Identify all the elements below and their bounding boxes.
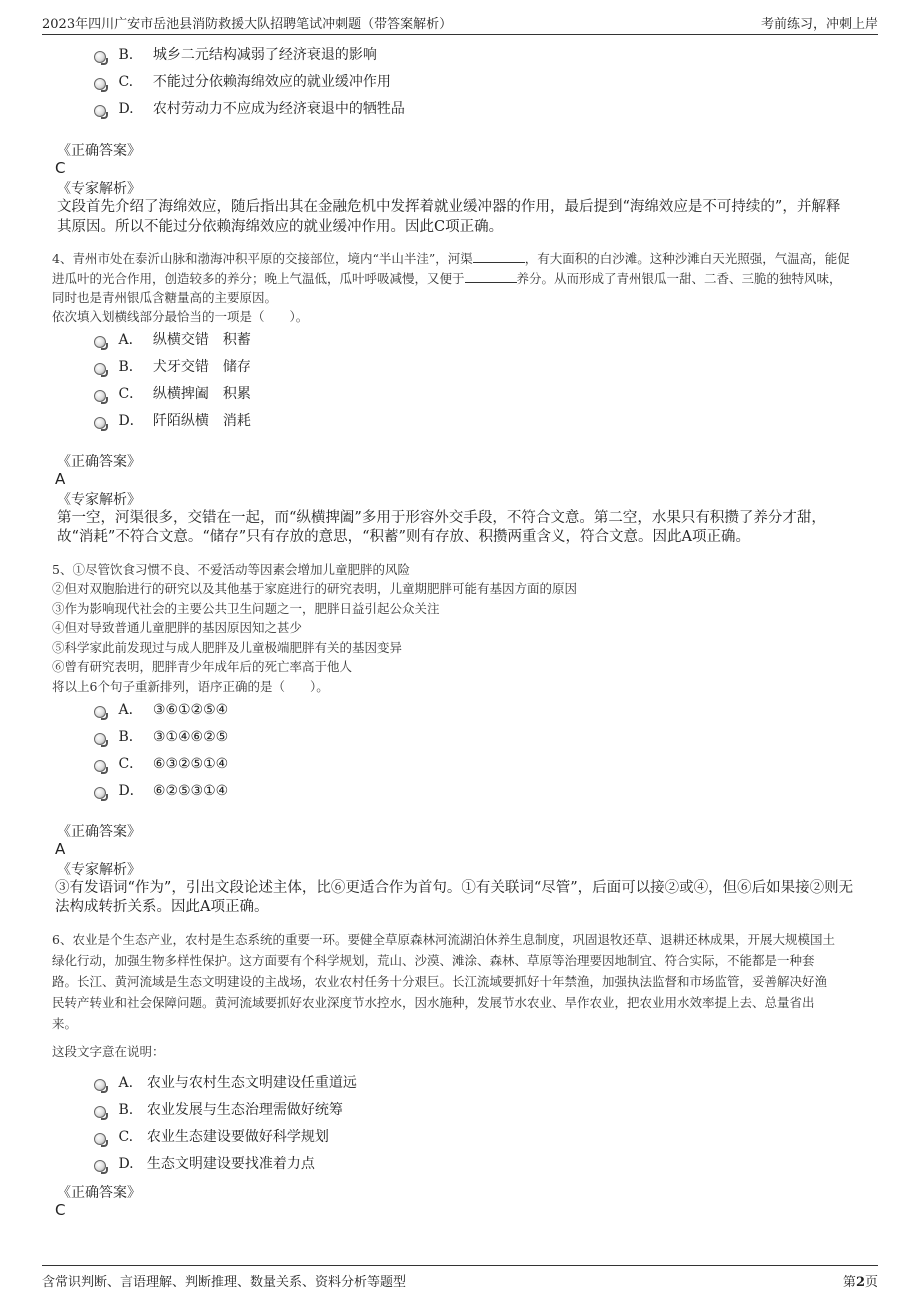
- option-label: B．: [118, 729, 143, 745]
- analysis-heading: 《专家解析》: [57, 181, 141, 197]
- q4-option-d[interactable]: [94, 411, 251, 431]
- answer-value: A: [55, 470, 66, 488]
- option-label: A．: [118, 702, 143, 718]
- option-label: D．: [118, 413, 144, 429]
- q3-option-b[interactable]: [94, 45, 377, 65]
- option-text: 农业生态建设要做好科学规划: [146, 1129, 329, 1145]
- analysis-text: 法构成转折关系。因此A项正确。: [55, 899, 269, 915]
- q5-option-d[interactable]: [94, 781, 228, 801]
- option-label: B．: [118, 359, 143, 375]
- radio-button-icon[interactable]: [94, 706, 106, 718]
- q5-option-b[interactable]: [94, 727, 228, 747]
- answer-value: C: [55, 159, 66, 177]
- q5-option-a[interactable]: [94, 700, 228, 720]
- radio-button-icon[interactable]: [94, 51, 106, 63]
- question-prompt: 依次填入划横线部分最恰当的一项是（ ）。: [52, 309, 309, 324]
- question-text: ④但对导致普通儿童肥胖的基因原因知之甚少: [52, 620, 303, 635]
- radio-button-icon[interactable]: [94, 1079, 106, 1091]
- question-text: ⑤科学家此前发现过与成人肥胖及儿童极端肥胖有关的基因变异: [52, 640, 403, 655]
- question-text: 来。: [52, 1016, 78, 1031]
- option-label: D.: [118, 101, 134, 117]
- q4-option-b[interactable]: [94, 357, 251, 377]
- question-text: ③作为影响现代社会的主要公共卫生问题之一，肥胖日益引起公众关注: [52, 601, 440, 616]
- answer-value: A: [55, 840, 66, 858]
- analysis-text: 故“消耗”不符合文意。“储存”只有存放的意思，“积蓄”则有存放、积攒两重含义，符合文意。因此A项正确。: [57, 529, 750, 545]
- radio-button-icon[interactable]: [94, 1106, 106, 1118]
- question-text: 绿化行动，加强生物多样性保护。这方面要有个科学规划，荒山、沙漠、滩涂、森林、草原等治理要因地制宜、符合实际，不能都是一种套: [52, 953, 815, 968]
- analysis-text: 其原因。所以不能过分依赖海绵效应的就业缓冲作用。因此C项正确。: [57, 219, 504, 235]
- option-text: 阡陌纵横 消耗: [152, 413, 251, 429]
- option-label: A.: [118, 1075, 134, 1091]
- q4-option-a[interactable]: [94, 330, 251, 350]
- page-footer: [42, 1265, 878, 1295]
- page-header: [42, 10, 878, 34]
- radio-button-icon[interactable]: [94, 417, 106, 429]
- radio-button-icon[interactable]: [94, 1160, 106, 1172]
- question-text: ⑥曾有研究表明，肥胖青少年成年后的死亡率高于他人: [52, 659, 353, 674]
- option-text: ③①④⑥②⑤: [152, 729, 229, 745]
- question-text-part: ，有大面积的白沙滩。这种沙滩白天光照强，气温高，能促: [524, 251, 850, 266]
- fill-blank: [465, 270, 517, 283]
- option-label: C.: [118, 74, 134, 90]
- answer-heading: 《正确答案》: [57, 454, 141, 470]
- radio-button-icon[interactable]: [94, 733, 106, 745]
- q5-option-c[interactable]: [94, 754, 228, 774]
- option-text: 农村劳动力不应成为经济衰退中的牺牲品: [152, 101, 405, 117]
- analysis-heading: 《专家解析》: [57, 862, 141, 878]
- radio-button-icon[interactable]: [94, 105, 106, 117]
- option-text: 犬牙交错 储存: [152, 359, 251, 375]
- answer-heading: 《正确答案》: [57, 1185, 141, 1201]
- question-text: [52, 249, 850, 269]
- radio-button-icon[interactable]: [94, 336, 106, 348]
- answer-heading: 《正确答案》: [57, 824, 141, 840]
- option-label: D．: [118, 783, 144, 799]
- q3-option-d[interactable]: [94, 99, 405, 119]
- option-label: C．: [118, 756, 144, 772]
- option-label: B.: [118, 1102, 134, 1118]
- question-text: 5、①尽管饮食习惯不良、不爱活动等因素会增加儿童肥胖的风险: [52, 562, 410, 577]
- option-text: 农业发展与生态治理需做好统筹: [146, 1102, 343, 1118]
- answer-heading: 《正确答案》: [57, 143, 141, 159]
- question-text: 同时也是青州银瓜含糖量高的主要原因。: [52, 290, 278, 305]
- option-label: A．: [118, 332, 143, 348]
- header-divider: [42, 34, 878, 35]
- header-tagline: 考前练习，冲刺上岸: [760, 17, 878, 32]
- radio-button-icon[interactable]: [94, 390, 106, 402]
- question-prompt: 将以上6个句子重新排列，语序正确的是（ ）。: [52, 679, 329, 694]
- answer-value: C: [55, 1201, 66, 1219]
- page-number-suffix: 页: [864, 1275, 878, 1290]
- q6-option-c[interactable]: [94, 1127, 329, 1147]
- q4-option-c[interactable]: [94, 384, 251, 404]
- option-text: 农业与农村生态文明建设任重道远: [146, 1075, 357, 1091]
- question-text: 6、农业是个生态产业，农村是生态系统的重要一环。要健全草原森林河流湖泊休养生息制度，巩固退牧还草、退耕还林成果，开展大规模国土: [52, 932, 835, 947]
- question-text-part: 进瓜叶的光合作用，创造较多的养分；晚上气温低，瓜叶呼吸减慢，又便于: [52, 271, 465, 286]
- option-text: 纵横交错 积蓄: [152, 332, 251, 348]
- question-text: 路。长江、黄河流域是生态文明建设的主战场，农业农村任务十分艰巨。长江流域要抓好十年禁渔，加强执法监督和市场监管，妥善解决好渔: [52, 974, 828, 989]
- q6-option-a[interactable]: [94, 1073, 357, 1093]
- option-text: 生态文明建设要找准着力点: [146, 1156, 315, 1172]
- question-text: [52, 269, 842, 289]
- footer-subjects: 含常识判断、言语理解、判断推理、数量关系、资料分析等题型: [42, 1275, 407, 1290]
- question-text: 民转产转业和社会保障问题。黄河流域要抓好农业深度节水控水，因水施种，发展节水农业、旱作农业，把农业用水效率提上去、总量省出: [52, 995, 815, 1010]
- option-text: ⑥②⑤③①④: [152, 783, 229, 799]
- option-label: B.: [118, 47, 134, 63]
- option-label: C.: [118, 1129, 134, 1145]
- radio-button-icon[interactable]: [94, 760, 106, 772]
- analysis-text: 文段首先介绍了海绵效应，随后指出其在金融危机中发挥着就业缓冲器的作用，最后提到“海绵效应是不可持续的”，并解释: [57, 199, 841, 215]
- question-text: ②但对双胞胎进行的研究以及其他基于家庭进行的研究表明，儿童期肥胖可能有基因方面的原因: [52, 581, 578, 596]
- radio-button-icon[interactable]: [94, 1133, 106, 1145]
- option-text: 城乡二元结构减弱了经济衰退的影响: [152, 47, 377, 63]
- analysis-text: ③有发语词“作为”，引出文段论述主体，比⑥更适合作为首句。①有关联词“尽管”，后面可以接②或④，但⑥后如果接②则无: [55, 880, 854, 896]
- page-number-prefix: 第: [842, 1275, 856, 1290]
- question-text-part: 4、青州市处在泰沂山脉和渤海冲积平原的交接部位，境内“半山半洼”，河渠: [52, 251, 473, 266]
- question-prompt: 这段文字意在说明：: [52, 1044, 165, 1059]
- radio-button-icon[interactable]: [94, 363, 106, 375]
- footer-divider: [42, 1265, 878, 1266]
- option-text: ③⑥①②⑤④: [152, 702, 229, 718]
- analysis-heading: 《专家解析》: [57, 492, 141, 508]
- q3-option-c[interactable]: [94, 72, 391, 92]
- option-label: D.: [118, 1156, 134, 1172]
- fill-blank: [473, 250, 525, 263]
- option-label: C．: [118, 386, 144, 402]
- radio-button-icon[interactable]: [94, 787, 106, 799]
- page-number: [843, 1271, 878, 1290]
- option-text: 纵横捭阖 积累: [152, 386, 251, 402]
- radio-button-icon[interactable]: [94, 78, 106, 90]
- analysis-text: 第一空，河渠很多，交错在一起，而“纵横捭阖”多用于形容外交手段，不符合文意。第二空，水果只有积攒了养分才甜，: [57, 510, 826, 526]
- page-number-value: 2: [855, 1275, 865, 1290]
- option-text: 不能过分依赖海绵效应的就业缓冲作用: [152, 74, 391, 90]
- question-text-part: 养分。从而形成了青州银瓜一甜、二香、三脆的独特风味，: [516, 271, 842, 286]
- document-title: 2023年四川广安市岳池县消防救援大队招聘笔试冲刺题（带答案解析）: [42, 17, 453, 32]
- option-text: ⑥③②⑤①④: [152, 756, 229, 772]
- q6-option-d[interactable]: [94, 1154, 315, 1174]
- q6-option-b[interactable]: [94, 1100, 343, 1120]
